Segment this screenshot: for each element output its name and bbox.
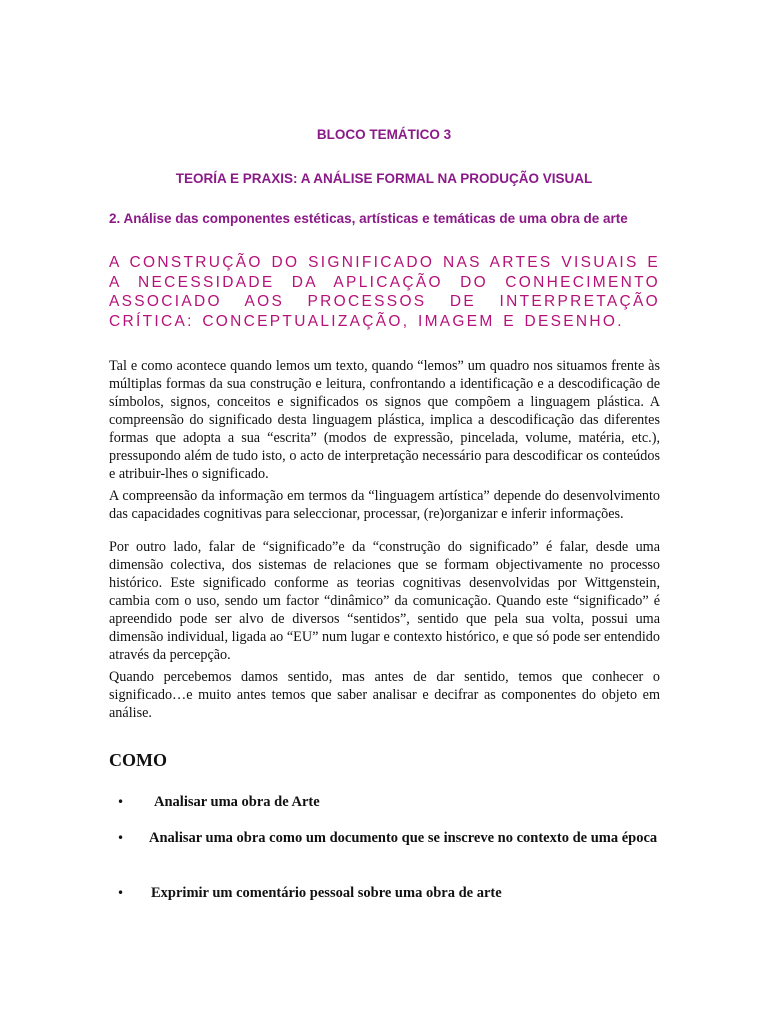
body-paragraph-4: Quando percebemos damos sentido, mas antes de dar sentido, temos que conhecer o significado…e muito antes temos que saber analisar e decifrar as componentes do objeto em análise. [109,669,660,721]
body-paragraph-2: A compreensão da informação em termos da “linguagem artística” depende do desenvolvimento das capacidades cognitivas para seleccionar, processar, (re)organizar e inferir informações. [109,488,660,522]
list-item-text: Analisar uma obra como um documento que se inscreve no contexto de uma época [149,830,658,846]
bullet-icon: • [117,831,125,845]
bullet-icon: • [117,886,125,900]
body-paragraph-3: Por outro lado, falar de “significado”e da “construção do significado” é falar, desde uma dimensão colectiva, dos sistemas de relaciones que se formam objectivamente no processo histórico. Este significado conforme as teorias cognitivas desenvolvidas por Wittgenstein, cambia com o uso, sendo um factor “dinâmico” da comunicação. Quando este “significado” é apreendido pode ser alvo de diversos “sentidos”, sentido que pela sua volta, possui uma dimensão individual, ligada ao “EU” num lugar e contexto histórico, e que só pode ser entendido através da percepção. [109,539,660,663]
list-item-text: Analisar uma obra de Arte [154,794,320,810]
block-title: BLOCO TEMÁTICO 3 [316,127,452,142]
list-item-text: Exprimir um comentário pessoal sobre uma obra de arte [151,885,502,901]
como-heading: COMO [109,750,167,770]
document-subtitle: TEORÍA E PRAXIS: A ANÁLISE FORMAL NA PRODUÇÃO VISUAL [175,171,593,186]
intro-caps-heading: A CONSTRUÇÃO DO SIGNIFICADO NAS ARTES VISUAIS E A NECESSIDADE DA APLICAÇÃO DO CONHECIMENTO ASSOCIADO AOS PROCESSOS DE INTERPRETAÇÃO CRÍTICA: CONCEPTUALIZAÇÃO, IMAGEM E DESENHO. [109,254,660,330]
bullet-icon: • [117,795,125,809]
section-title: 2. Análise das componentes estéticas, artísticas e temáticas de uma obra de arte [109,211,628,226]
body-paragraph-1: Tal e como acontece quando lemos um texto, quando “lemos” um quadro nos situamos frente às múltiplas formas da sua construção e leitura, confrontando a identificação e a descodificação de símbolos, signos, conceitos e significados os signos que compõem a linguagem plástica. A compreensão do significado desta linguagem plástica, implica a descodificação das diferentes formas que adopta a sua “escrita” (modos de expressão, pincelada, volume, matéria, etc.), pressupondo além de tudo isto, o acto de interpretação necessário para descodificar os conteúdos e atribuir-lhes o significado. [109,358,660,482]
